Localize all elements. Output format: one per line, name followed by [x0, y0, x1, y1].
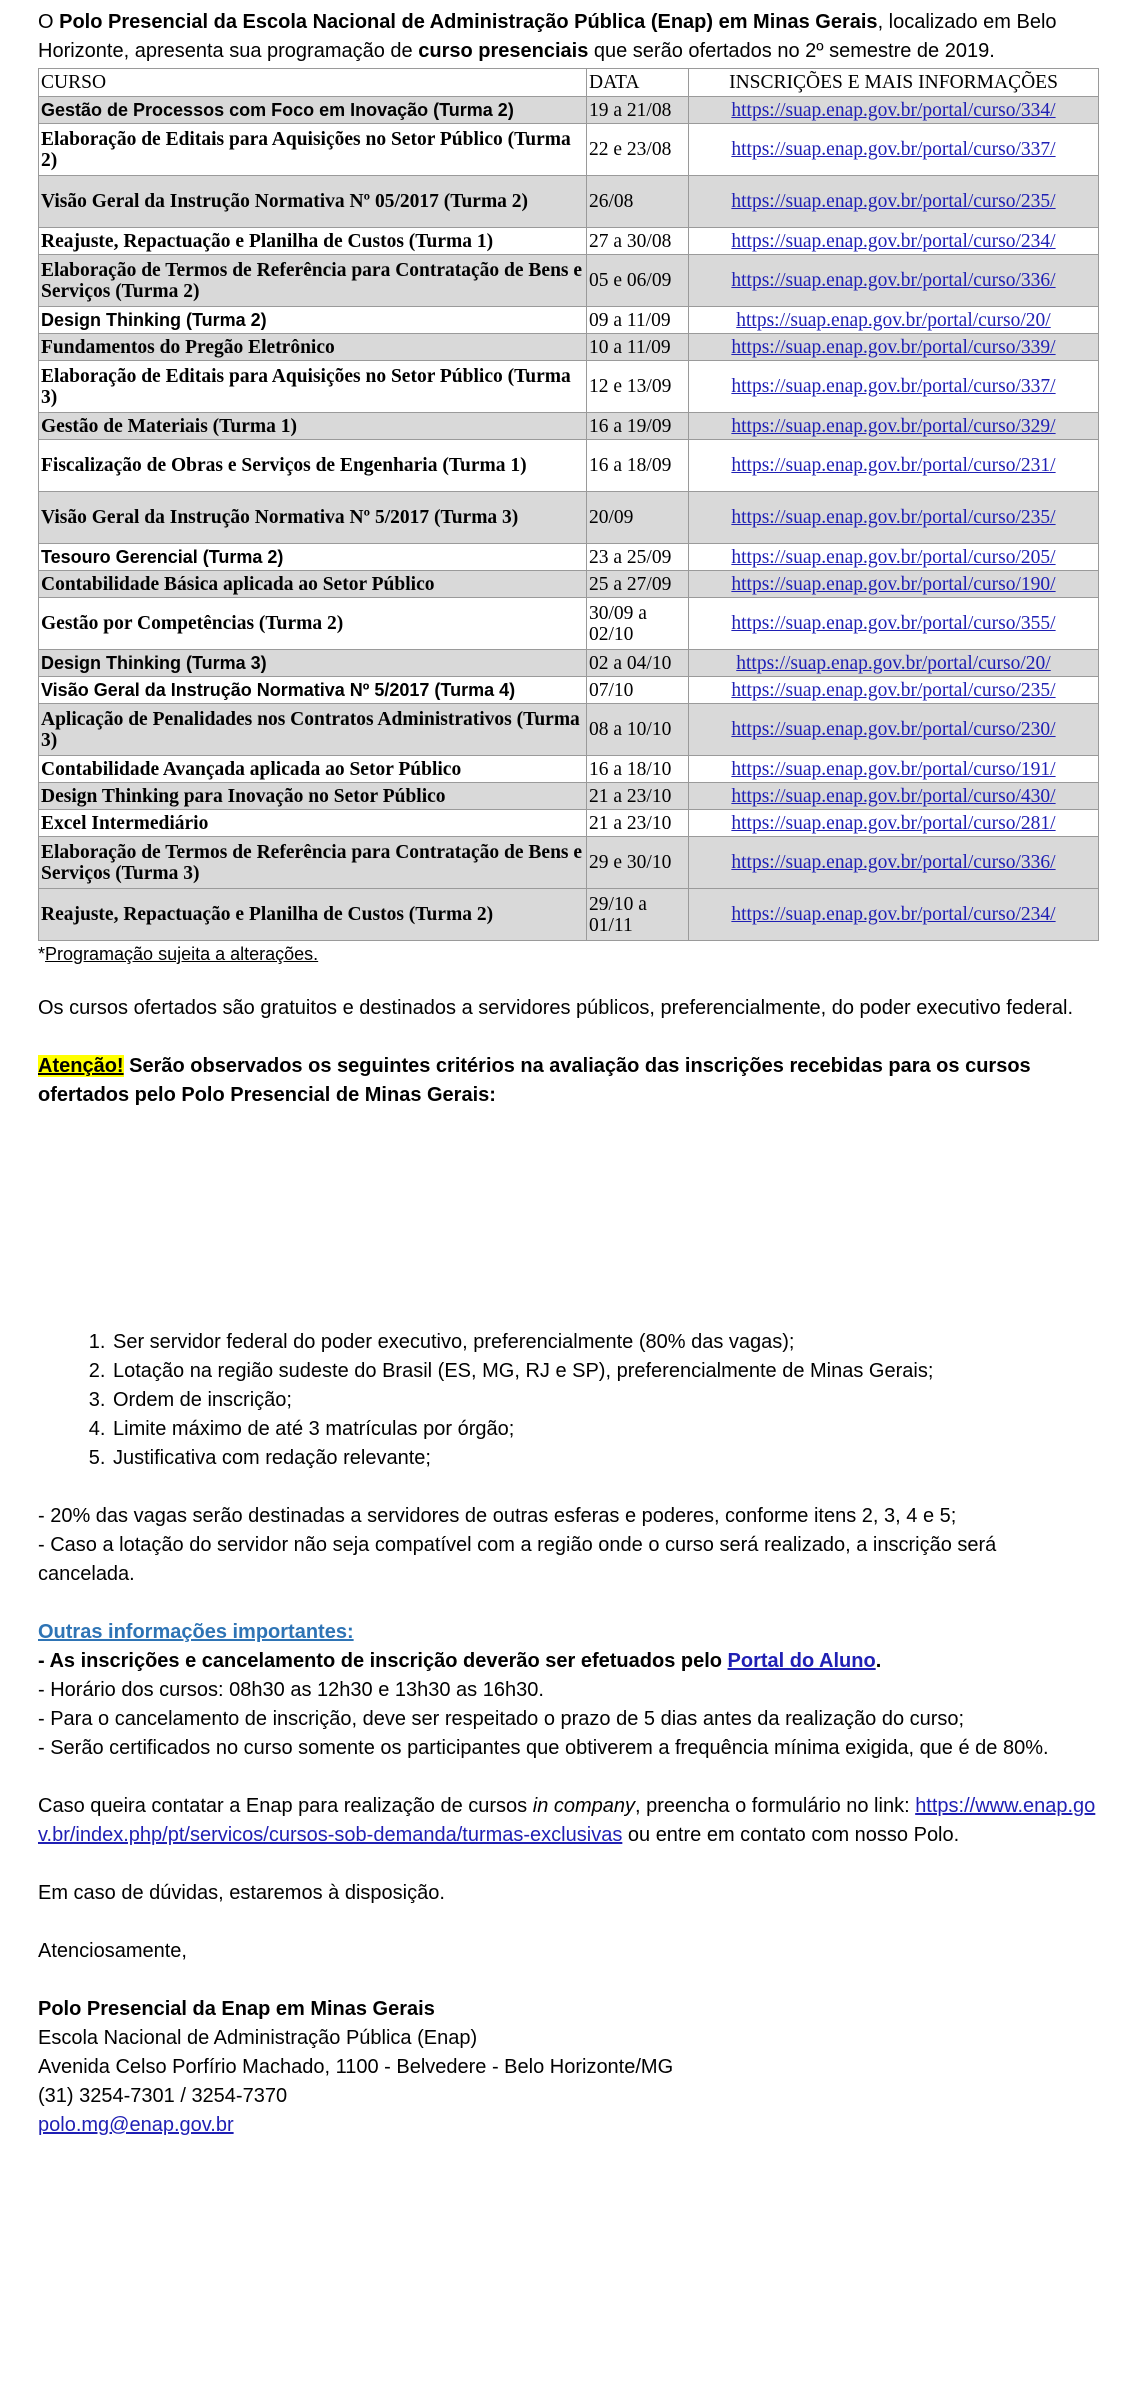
course-date: 16 a 19/09 — [587, 413, 689, 440]
table-row — [39, 255, 1099, 307]
course-link[interactable]: https://suap.enap.gov.br/portal/curso/20/ — [736, 652, 1051, 674]
course-date: 27 a 30/08 — [587, 228, 689, 255]
free-courses-text: Os cursos ofertados são gratuitos e destinados a servidores públicos, preferencialmente, do poder executivo federal. — [38, 997, 1074, 1019]
list-item: 5. Justificativa com redação relevante; — [111, 1444, 1098, 1473]
table-row — [39, 889, 1099, 941]
signature-org: Escola Nacional de Administração Pública (Enap) — [38, 2027, 478, 2049]
table-row — [39, 677, 1099, 704]
course-name: Reajuste, Repactuação e Planilha de Custos (Turma 2) — [39, 889, 587, 941]
intro-org-name: Polo Presencial da Escola Nacional de Administração Pública (Enap) em Minas Gerais — [59, 11, 878, 33]
course-name: Tesouro Gerencial (Turma 2) — [39, 544, 587, 571]
course-date: 30/09 a 02/10 — [587, 598, 689, 650]
list-item: 2. Lotação na região sudeste do Brasil (ES, MG, RJ e SP), preferencialmente de Minas Gerais; — [111, 1357, 1098, 1386]
course-date: 19 a 21/08 — [587, 97, 689, 124]
course-name: Reajuste, Repactuação e Planilha de Custos (Turma 1) — [39, 228, 587, 255]
regards-text: Atenciosamente, — [38, 1940, 187, 1962]
course-link[interactable]: https://suap.enap.gov.br/portal/curso/235/ — [731, 507, 1056, 528]
table-row — [39, 704, 1099, 756]
table-row — [39, 783, 1099, 810]
course-date: 21 a 23/10 — [587, 810, 689, 837]
course-name: Aplicação de Penalidades nos Contratos Administrativos (Turma 3) — [39, 704, 587, 756]
course-date: 12 e 13/09 — [587, 361, 689, 413]
criteria-list — [38, 1328, 1098, 1473]
signature-phone: (31) 3254-7301 / 3254-7370 — [38, 2085, 288, 2107]
course-date: 29/10 a 01/11 — [587, 889, 689, 941]
table-row — [39, 413, 1099, 440]
header-curso: CURSO — [39, 69, 587, 97]
course-date: 25 a 27/09 — [587, 571, 689, 598]
table-row — [39, 440, 1099, 492]
course-name: Gestão de Processos com Foco em Inovação (Turma 2) — [39, 97, 587, 124]
header-data: DATA — [587, 69, 689, 97]
course-name: Contabilidade Avançada aplicada ao Setor Público — [39, 756, 587, 783]
doubts-text: Em caso de dúvidas, estaremos à disposição. — [38, 1882, 445, 1904]
course-name: Fundamentos do Pregão Eletrônico — [39, 334, 587, 361]
rule-line: - Caso a lotação do servidor não seja compatível com a região onde o curso será realizado, a inscrição será cancelada. — [38, 1534, 997, 1585]
table-row — [39, 176, 1099, 228]
course-link[interactable]: https://suap.enap.gov.br/portal/curso/355/ — [731, 613, 1056, 634]
other-info-line: - Para o cancelamento de inscrição, deve ser respeitado o prazo de 5 dias antes da realização do curso; — [38, 1708, 965, 1730]
course-date: 07/10 — [587, 677, 689, 704]
attention-label: Atenção! — [38, 1055, 124, 1077]
course-date: 20/09 — [587, 492, 689, 544]
course-link[interactable]: https://suap.enap.gov.br/portal/curso/337/ — [731, 376, 1056, 397]
course-name: Visão Geral da Instrução Normativa Nº 5/2017 (Turma 4) — [39, 677, 587, 704]
course-name: Fiscalização de Obras e Serviços de Engenharia (Turma 1) — [39, 440, 587, 492]
course-link[interactable]: https://suap.enap.gov.br/portal/curso/234/ — [731, 230, 1056, 252]
course-name: Design Thinking para Inovação no Setor Público — [39, 783, 587, 810]
list-item: 1. Ser servidor federal do poder executivo, preferencialmente (80% das vagas); — [111, 1328, 1098, 1357]
other-info-heading: Outras informações importantes: — [38, 1621, 354, 1643]
course-date: 16 a 18/09 — [587, 440, 689, 492]
course-name: Visão Geral da Instrução Normativa Nº 05/2017 (Turma 2) — [39, 176, 587, 228]
table-row — [39, 571, 1099, 598]
table-row — [39, 97, 1099, 124]
course-link[interactable]: https://suap.enap.gov.br/portal/curso/337/ — [731, 139, 1056, 160]
course-link[interactable]: https://suap.enap.gov.br/portal/curso/235/ — [731, 679, 1056, 701]
table-header-row — [39, 69, 1099, 97]
course-link[interactable]: https://suap.enap.gov.br/portal/curso/230/ — [731, 719, 1056, 740]
course-name: Elaboração de Termos de Referência para Contratação de Bens e Serviços (Turma 2) — [39, 255, 587, 307]
rule-line: - 20% das vagas serão destinadas a servidores de outras esferas e poderes, conforme itens 2, 3, 4 e 5; — [38, 1505, 957, 1527]
course-name: Elaboração de Editais para Aquisições no Setor Público (Turma 2) — [39, 124, 587, 176]
course-link[interactable]: https://suap.enap.gov.br/portal/curso/190/ — [731, 573, 1056, 595]
course-date: 21 a 23/10 — [587, 783, 689, 810]
other-info-line: - Horário dos cursos: 08h30 as 12h30 e 13h30 as 16h30. — [38, 1679, 544, 1701]
intro-paragraph: O Polo Presencial da Escola Nacional de Administração Pública (Enap) em Minas Gerais, localizado em Belo Horizonte, apresenta sua programação de curso presenciais que serão ofertados no 2º semestre de 2019. — [38, 11, 1057, 62]
course-link[interactable]: https://suap.enap.gov.br/portal/curso/329/ — [731, 415, 1056, 437]
table-row — [39, 598, 1099, 650]
schedule-note: *Programação sujeita a alterações. — [38, 944, 319, 964]
table-row — [39, 492, 1099, 544]
signature-name: Polo Presencial da Enap em Minas Gerais — [38, 1998, 435, 2020]
turmas-exclusivas-link[interactable]: https://www.enap.gov.br/index.php/pt/servicos/cursos-sob-demanda/turmas-exclusivas — [38, 1795, 1096, 1846]
header-inscricoes: INSCRIÇÕES E MAIS INFORMAÇÕES — [689, 69, 1099, 97]
course-link[interactable]: https://suap.enap.gov.br/portal/curso/191/ — [731, 758, 1056, 780]
courses-table — [38, 68, 1099, 941]
table-row — [39, 650, 1099, 677]
table-row — [39, 124, 1099, 176]
course-name: Design Thinking (Turma 2) — [39, 307, 587, 334]
course-date: 02 a 04/10 — [587, 650, 689, 677]
table-row — [39, 361, 1099, 413]
course-link[interactable]: https://suap.enap.gov.br/portal/curso/235/ — [731, 191, 1056, 212]
course-link[interactable]: https://suap.enap.gov.br/portal/curso/231/ — [731, 455, 1056, 476]
course-link[interactable]: https://suap.enap.gov.br/portal/curso/234/ — [731, 904, 1056, 925]
course-date: 29 e 30/10 — [587, 837, 689, 889]
course-link[interactable]: https://suap.enap.gov.br/portal/curso/336/ — [731, 852, 1056, 873]
course-name: Elaboração de Editais para Aquisições no Setor Público (Turma 3) — [39, 361, 587, 413]
course-date: 09 a 11/09 — [587, 307, 689, 334]
course-link[interactable]: https://suap.enap.gov.br/portal/curso/20/ — [736, 309, 1051, 331]
course-link[interactable]: https://suap.enap.gov.br/portal/curso/281/ — [731, 812, 1056, 834]
course-date: 23 a 25/09 — [587, 544, 689, 571]
table-row — [39, 810, 1099, 837]
course-link[interactable]: https://suap.enap.gov.br/portal/curso/205/ — [731, 546, 1056, 568]
list-item: 4. Limite máximo de até 3 matrículas por órgão; — [111, 1415, 1098, 1444]
document-page — [38, 8, 1098, 2140]
signature-address: Avenida Celso Porfírio Machado, 1100 - Belvedere - Belo Horizonte/MG — [38, 2056, 674, 2078]
list-item: 3. Ordem de inscrição; — [111, 1386, 1098, 1415]
course-name: Visão Geral da Instrução Normativa Nº 5/2017 (Turma 3) — [39, 492, 587, 544]
course-link[interactable]: https://suap.enap.gov.br/portal/curso/430/ — [731, 785, 1056, 807]
course-date: 05 e 06/09 — [587, 255, 689, 307]
other-info-line: - Serão certificados no curso somente os participantes que obtiverem a frequência mínima exigida, que é de 80%. — [38, 1737, 1049, 1759]
attention-paragraph: Atenção! Serão observados os seguintes critérios na avaliação das inscrições recebidas para os cursos ofertados pelo Polo Presencial de Minas Gerais: — [38, 1055, 1031, 1106]
other-info-line: - As inscrições e cancelamento de inscrição deverão ser efetuados pelo Portal do Aluno. — [38, 1650, 882, 1672]
course-date: 10 a 11/09 — [587, 334, 689, 361]
course-link[interactable]: https://suap.enap.gov.br/portal/curso/334/ — [731, 99, 1056, 121]
table-row — [39, 334, 1099, 361]
course-name: Excel Intermediário — [39, 810, 587, 837]
table-row — [39, 756, 1099, 783]
course-link[interactable]: https://suap.enap.gov.br/portal/curso/339/ — [731, 336, 1056, 358]
course-date: 08 a 10/10 — [587, 704, 689, 756]
course-name: Elaboração de Termos de Referência para Contratação de Bens e Serviços (Turma 3) — [39, 837, 587, 889]
course-name: Contabilidade Básica aplicada ao Setor Público — [39, 571, 587, 598]
portal-aluno-link[interactable]: Portal do Aluno — [727, 1650, 876, 1672]
course-link[interactable]: https://suap.enap.gov.br/portal/curso/336/ — [731, 270, 1056, 291]
table-row — [39, 544, 1099, 571]
course-date: 16 a 18/10 — [587, 756, 689, 783]
course-name: Gestão por Competências (Turma 2) — [39, 598, 587, 650]
table-row — [39, 307, 1099, 334]
in-company-paragraph: Caso queira contatar a Enap para realização de cursos in company, preencha o formulário no link: https://www.enap.gov.br/index.php/pt/servicos/cursos-sob-demanda/turmas-exclusivas ou entre em contato com nosso Polo. — [38, 1795, 1096, 1846]
course-date: 26/08 — [587, 176, 689, 228]
table-row — [39, 228, 1099, 255]
table-row — [39, 837, 1099, 889]
signature-email-link[interactable]: polo.mg@enap.gov.br — [38, 2114, 234, 2136]
course-name: Design Thinking (Turma 3) — [39, 650, 587, 677]
course-date: 22 e 23/08 — [587, 124, 689, 176]
course-name: Gestão de Materiais (Turma 1) — [39, 413, 587, 440]
